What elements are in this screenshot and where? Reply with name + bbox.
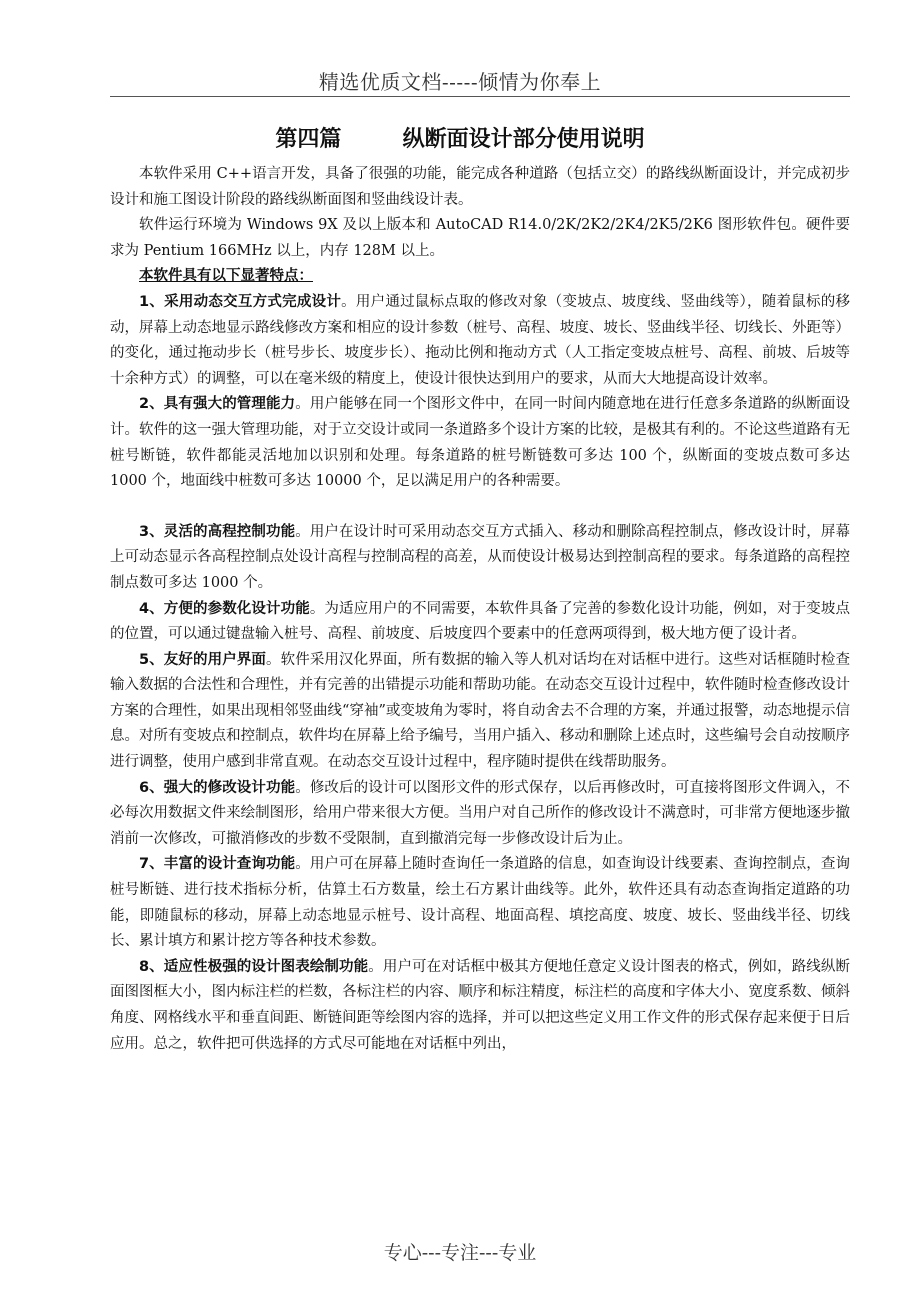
- document-body: [110, 162, 850, 1057]
- header-divider: [110, 96, 850, 97]
- intro-paragraph: 本软件采用 C++语言开发，具备了很强的功能，能完成各种道路（包括立交）的路线纵断面设计，并完成初步设计和施工图设计阶段的路线纵断面图和竖曲线设计表。: [110, 166, 850, 208]
- feature-paragraph: [110, 597, 850, 648]
- feature-lead: 1、采用动态交互方式完成设计: [139, 293, 342, 310]
- features-heading: 本软件具有以下显著特点：: [139, 268, 313, 285]
- feature-lead: 5、友好的用户界面: [139, 651, 267, 668]
- feature-text: 。为适应用户的不同需要，本软件具备了完善的参数化设计功能，例如，对于变坡点的位置，可以通过键盘输入桩号、高程、前坡度、后坡度四个要素中的任意两项得到，极大地方便了设计者。: [110, 600, 851, 643]
- intro-paragraph: 软件运行环境为 Windows 9X 及以上版本和 AutoCAD R14.0/2K/2K2/2K4/2K5/2K6 图形软件包。硬件要求为 Pentium 166MHz 以上，内存 128M 以上。: [110, 217, 850, 259]
- feature-paragraph: [110, 520, 850, 597]
- feature-lead: 2、具有强大的管理能力: [139, 396, 296, 413]
- feature-text: 。软件采用汉化界面，所有数据的输入等人机对话均在对话框中进行。这些对话框随时检查输入数据的合法性和合理性，并有完善的出错提示功能和帮助功能。在动态交互设计过程中，软件随时检查修改设计方案的合理性，如果出现相邻竖曲线“穿袖”或变坡角为零时，将自动舍去不合理的方案，并通过报警，动态地提示信息。对所有变坡点和控制点，软件均在屏幕上给予编号，当用户插入、移动和删除上述点时，这些编号会自动按顺序进行调整，使用户感到非常直观。在动态交互设计过程中，程序随时提供在线帮助服务。: [110, 651, 850, 771]
- feature-lead: 4、方便的参数化设计功能: [139, 600, 310, 617]
- feature-text: 。用户能够在同一个图形文件中，在同一时间内随意地在进行任意多条道路的纵断面设计。软件的这一强大管理功能，对于立交设计或同一条道路多个设计方案的比较，是极其有利的。不论这些道路有无桩号断链，软件都能灵活地加以识别和处理。每条道路的桩号断链数可多达 100 个，纵断面的变坡点数可多达 1000 个，地面线中桩数可多达 10000 个，足以满足用户的各种需要。: [110, 396, 850, 490]
- feature-paragraph: [110, 290, 850, 392]
- feature-lead: 7、丰富的设计查询功能: [139, 856, 296, 873]
- feature-text: 。用户可在屏幕上随时查询任一条道路的信息，如查询设计线要素、查询控制点，查询桩号断链、进行技术指标分析，估算土石方数量，绘土石方累计曲线等。此外，软件还具有动态查询指定道路的功能，即随鼠标的移动，屏幕上动态地显示桩号、设计高程、地面高程、填挖高度、坡度、坡长、竖曲线半径、切线长、累计填方和累计挖方等各种技术参数。: [110, 856, 850, 950]
- feature-text: 。用户通过鼠标点取的修改对象（变坡点、坡度线、竖曲线等），随着鼠标的移动，屏幕上动态地显示路线修改方案和相应的设计参数（桩号、高程、坡度、坡长、竖曲线半径、切线长、外距等）的变化，通过拖动步长（桩号步长、坡度步长）、拖动比例和拖动方式（人工指定变坡点桩号、高程、前坡、后坡等十余种方式）的调整，可以在毫米级的精度上，使设计很快达到用户的要求，从而大大地提高设计效率。: [110, 293, 850, 387]
- document-title: 第四篇 纵断面设计部分使用说明: [275, 127, 645, 152]
- page-header: 精选优质文档-----倾情为你奉上: [318, 70, 602, 94]
- page-footer: 专心---专注---专业: [383, 1242, 537, 1264]
- feature-text: 。用户可在对话框中极其方便地任意定义设计图表的格式，例如，路线纵断面图图框大小，图内标注栏的栏数，各标注栏的内容、顺序和标注精度，标注栏的高度和字体大小、宽度系数、倾斜角度、网格线水平和垂直间距、断链间距等绘图内容的选择，并可以把这些定义用工作文件的形式保存起来便于日后应用。总之，软件把可供选择的方式尽可能地在对话框中列出，: [110, 958, 851, 1052]
- feature-paragraph: [110, 648, 850, 776]
- feature-paragraph: [110, 852, 850, 954]
- feature-lead: 6、强大的修改设计功能: [139, 779, 296, 796]
- feature-text: 。修改后的设计可以图形文件的形式保存，以后再修改时，可直接将图形文件调入，不必每次用数据文件来绘制图形，给用户带来很大方便。当用户对自己所作的修改设计不满意时，可非常方便地逐步撤消前一次修改，可撤消修改的步数不受限制，直到撤消完每一步修改设计后为止。: [110, 779, 850, 847]
- feature-lead: 8、适应性极强的设计图表绘制功能: [139, 958, 369, 975]
- feature-paragraph: [110, 776, 850, 853]
- features-heading-paragraph: [110, 264, 850, 290]
- feature-text: 。用户在设计时可采用动态交互方式插入、移动和删除高程控制点，修改设计时，屏幕上可动态显示各高程控制点处设计高程与控制高程的高差，从而使设计极易达到控制高程的要求。每条道路的高程控制点数可多达 1000 个。: [110, 523, 850, 591]
- feature-paragraph: [110, 955, 850, 1057]
- feature-lead: 3、灵活的高程控制功能: [139, 523, 296, 540]
- feature-paragraph: [110, 392, 850, 494]
